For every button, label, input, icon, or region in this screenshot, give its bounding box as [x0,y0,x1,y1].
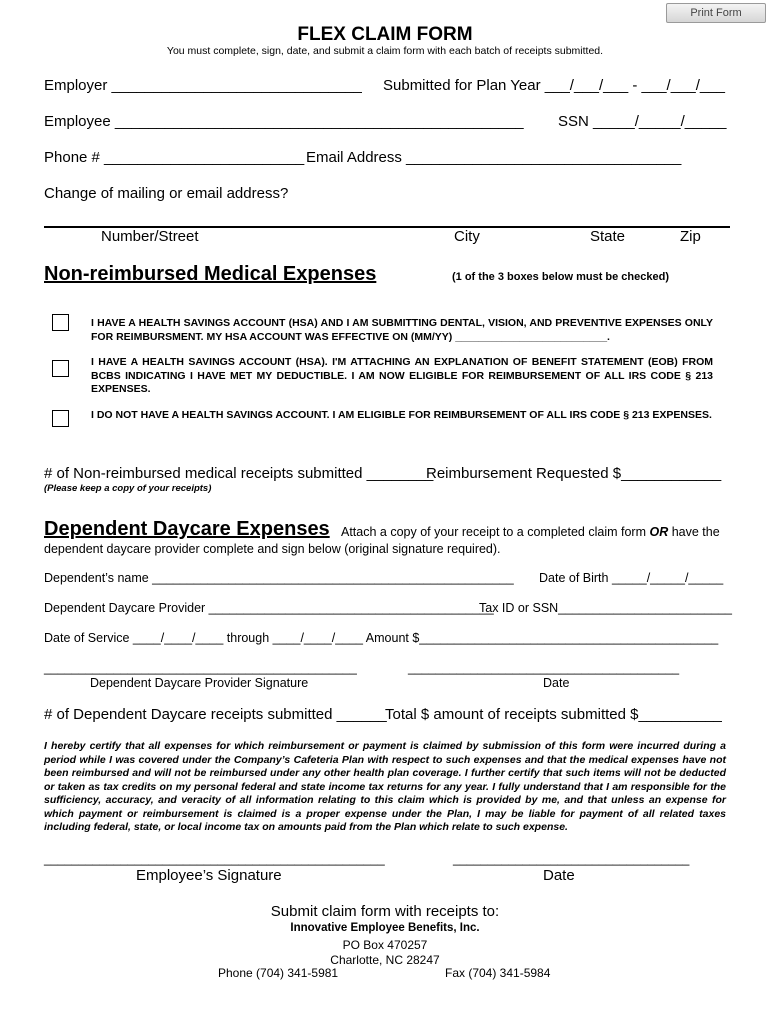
city-state-zip: Charlotte, NC 28247 [330,953,440,967]
daycare-provider-field[interactable]: Dependent Daycare Provider _________________________________________ [44,601,494,615]
hsa-preventive-option-text: I HAVE A HEALTH SAVINGS ACCOUNT (HSA) AND I AM SUBMITTING DENTAL, VISION, AND PREVENTIVE EXPENSES ONLY FOR REIMBURSMENT. MY HSA ACCOUNT WAS EFFECTIVE ON (MM/YY) __________________________. [91,317,713,343]
print-form-button[interactable]: Print Form [666,3,766,23]
medical-expenses-heading: Non-reimbursed Medical Expenses [44,263,377,285]
employee-signature-label: Employee’s Signature [136,867,282,884]
date-of-service-field[interactable]: Date of Service ____/____/____ through ____/____/____ Amount $___________________________________________ [44,631,719,645]
ssn-field[interactable]: SSN _____/_____/_____ [558,113,727,130]
date-of-birth-field[interactable]: Date of Birth _____/_____/_____ [539,571,724,585]
dependent-name-field[interactable]: Dependent’s name ____________________________________________________ [44,571,514,585]
daycare-intro-a: Attach a copy of your receipt to a completed claim form [341,525,650,539]
no-hsa-option-text: I DO NOT HAVE A HEALTH SAVINGS ACCOUNT. I AM ELIGIBLE FOR REIMBURSEMENT OF ALL IRS CODE § 213 EXPENSES. [91,409,712,421]
phone-field[interactable]: Phone # ________________________ [44,149,305,166]
email-field[interactable]: Email Address _________________________________ [306,149,682,166]
submit-heading: Submit claim form with receipts to: [270,903,500,920]
daycare-expenses-heading: Dependent Daycare Expenses [44,518,330,540]
fax-number: Fax (704) 341-5984 [445,966,551,980]
hsa-deductible-checkbox[interactable] [52,360,69,377]
daycare-intro [341,525,720,539]
address-street-label: Number/Street [101,228,199,245]
plan-year-field[interactable]: Submitted for Plan Year ___/___/___ - ___/___/___ [383,77,725,94]
daycare-intro-line2: dependent daycare provider complete and sign below (original signature required). [44,542,501,556]
daycare-intro-or: OR [649,525,669,539]
no-hsa-checkbox[interactable] [52,410,69,427]
medical-receipts-field[interactable]: # of Non-reimbursed medical receipts submitted ________ [44,465,434,482]
total-amount-field[interactable]: Total $ amount of receipts submitted $__________ [385,706,722,723]
provider-signature-label: Dependent Daycare Provider Signature [90,676,309,690]
provider-date-label: Date [543,676,570,690]
provider-signature-line[interactable]: _____________________________________________ [44,661,357,675]
change-address-label: Change of mailing or email address? [44,185,289,202]
keep-copy-note: (Please keep a copy of your receipts) [44,483,212,494]
form-subtitle: You must complete, sign, date, and submit a claim form with each batch of receipts submitted. [166,45,604,57]
address-state-label: State [590,228,626,245]
provider-date-line[interactable]: _______________________________________ [408,661,680,675]
form-title: FLEX CLAIM FORM [297,24,473,45]
employee-date-line[interactable]: __________________________________ [453,852,690,866]
phone-number: Phone (704) 341-5981 [218,966,339,980]
certification-text: I hereby certify that all expenses for which reimbursement or payment is claimed by submission of this form were incurred during a period while I was covered under the Company’s Cafeteria Plan with respect to such expenses and that the medical expenses have not been reimbursed and will not be reimbursed under any other health plan coverage. I further certify that such items will not be deducted or taken as tax credits on my personal federal and state income tax returns for any year. I fully understand that I am responsible for the sufficiency, accuracy, and veracity of all information relating to this claim which is provided by me, and that unless an expense for which payment or reimbursement is claimed is a proper expense under the Plan, I may be liable for payment of all related taxes including federal, state, or local income tax on amounts paid from the Plan which relate to such expense. [44,740,726,833]
daycare-receipts-field[interactable]: # of Dependent Daycare receipts submitted ______ [44,706,387,723]
po-box: PO Box 470257 [342,938,428,952]
employee-date-label: Date [543,867,575,884]
employee-signature-line[interactable]: _________________________________________________ [44,852,385,866]
hsa-deductible-option-text: I HAVE A HEALTH SAVINGS ACCOUNT (HSA). I'M ATTACHING AN EXPLANATION OF BENEFIT STATEMENT (EOB) FROM BCBS INDICATING I HAVE MET MY DEDUCTIBLE. I AM NOW ELIGIBLE FOR REIMBURSEMENT OF ALL IRS CODE § 213 EXPENSES. [91,356,713,395]
hsa-preventive-checkbox[interactable] [52,314,69,331]
medical-check-note: (1 of the 3 boxes below must be checked) [452,271,669,283]
address-city-label: City [454,228,480,245]
daycare-intro-b: have the [668,525,720,539]
tax-id-field[interactable]: Tax ID or SSN_________________________ [479,601,732,615]
reimbursement-requested-field[interactable]: Reimbursement Requested $____________ [426,465,722,482]
employee-field[interactable]: Employee _________________________________________________ [44,113,524,130]
employer-field[interactable]: Employer ______________________________ [44,77,362,94]
address-zip-label: Zip [680,228,701,245]
company-name: Innovative Employee Benefits, Inc. [290,922,480,934]
